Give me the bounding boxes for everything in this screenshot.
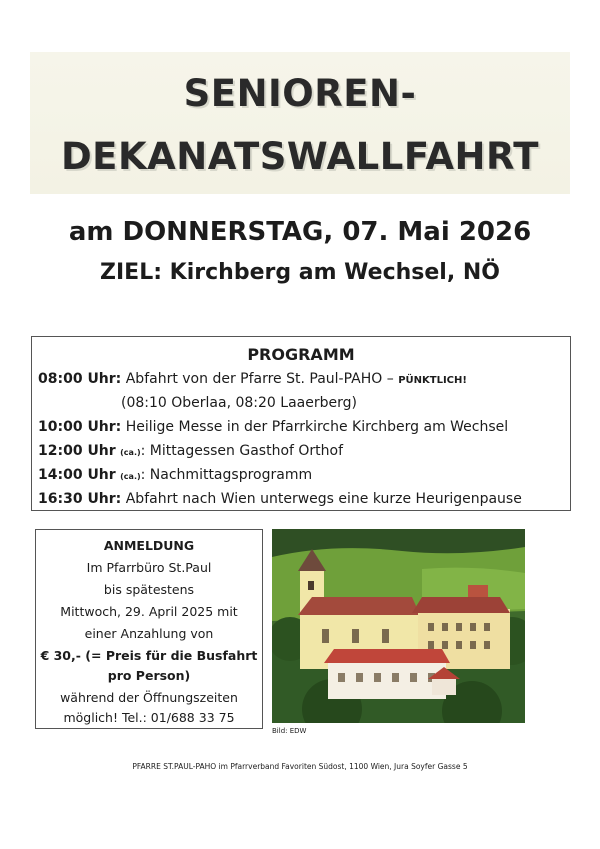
registration-box — [35, 529, 263, 729]
registration-heading: ANMELDUNG — [103, 538, 195, 553]
program-time: 08:00 Uhr: — [38, 371, 122, 387]
opening-hours-line: während der Öffnungszeiten — [60, 690, 238, 705]
program-text: (08:10 Oberlaa, 08:20 Laaerberg) — [121, 395, 357, 411]
program-heading: PROGRAMM — [247, 345, 355, 364]
program-row — [38, 419, 508, 435]
program-text: Heilige Messe in der Pfarrkirche Kirchberg am Wechsel — [121, 419, 509, 435]
footer-address: PFARRE ST.PAUL-PAHO im Pfarrverband Favoriten Südost, 1100 Wien, Jura Soyfer Gasse 5 — [132, 762, 468, 771]
price-line: pro Person) — [107, 668, 191, 683]
program-time: 16:30 Uhr: — [38, 491, 122, 507]
church-photo — [272, 529, 525, 723]
program-time: 14:00 Uhr — [38, 467, 116, 483]
program-row — [38, 491, 522, 507]
title-line-1: SENIOREN- — [183, 72, 417, 115]
program-time: 12:00 Uhr — [38, 443, 116, 459]
approx-label: (ca.) — [120, 448, 141, 457]
program-text: Abfahrt nach Wien unterwegs eine kurze Heurigenpause — [121, 491, 522, 507]
event-date: am DONNERSTAG, 07. Mai 2026 — [68, 217, 532, 247]
program-box — [31, 336, 571, 511]
photo-credit: Bild: EDW — [272, 727, 307, 735]
program-text: : Mittagessen Gasthof Orthof — [140, 443, 344, 459]
approx-label: (ca.) — [120, 472, 141, 481]
phone-line: möglich! Tel.: 01/688 33 75 — [63, 710, 235, 725]
registration-line: Mittwoch, 29. April 2025 mit — [60, 604, 238, 619]
registration-line: Im Pfarrbüro St.Paul — [86, 560, 212, 575]
punctual-note: PÜNKTLICH! — [398, 375, 467, 386]
program-row — [38, 467, 312, 483]
program-row — [38, 443, 343, 459]
program-row — [38, 371, 467, 387]
program-text: : Nachmittagsprogramm — [140, 467, 313, 483]
title-line-2: DEKANATSWALLFAHRT — [60, 135, 540, 178]
registration-line: einer Anzahlung von — [84, 626, 214, 641]
program-row — [121, 395, 357, 411]
event-destination: ZIEL: Kirchberg am Wechsel, NÖ — [100, 260, 500, 285]
price-line: € 30,- (= Preis für die Busfahrt — [40, 648, 258, 663]
registration-line: bis spätestens — [103, 582, 195, 597]
program-time: 10:00 Uhr: — [38, 419, 122, 435]
program-text: Abfahrt von der Pfarre St. Paul-PAHO – — [121, 371, 399, 387]
